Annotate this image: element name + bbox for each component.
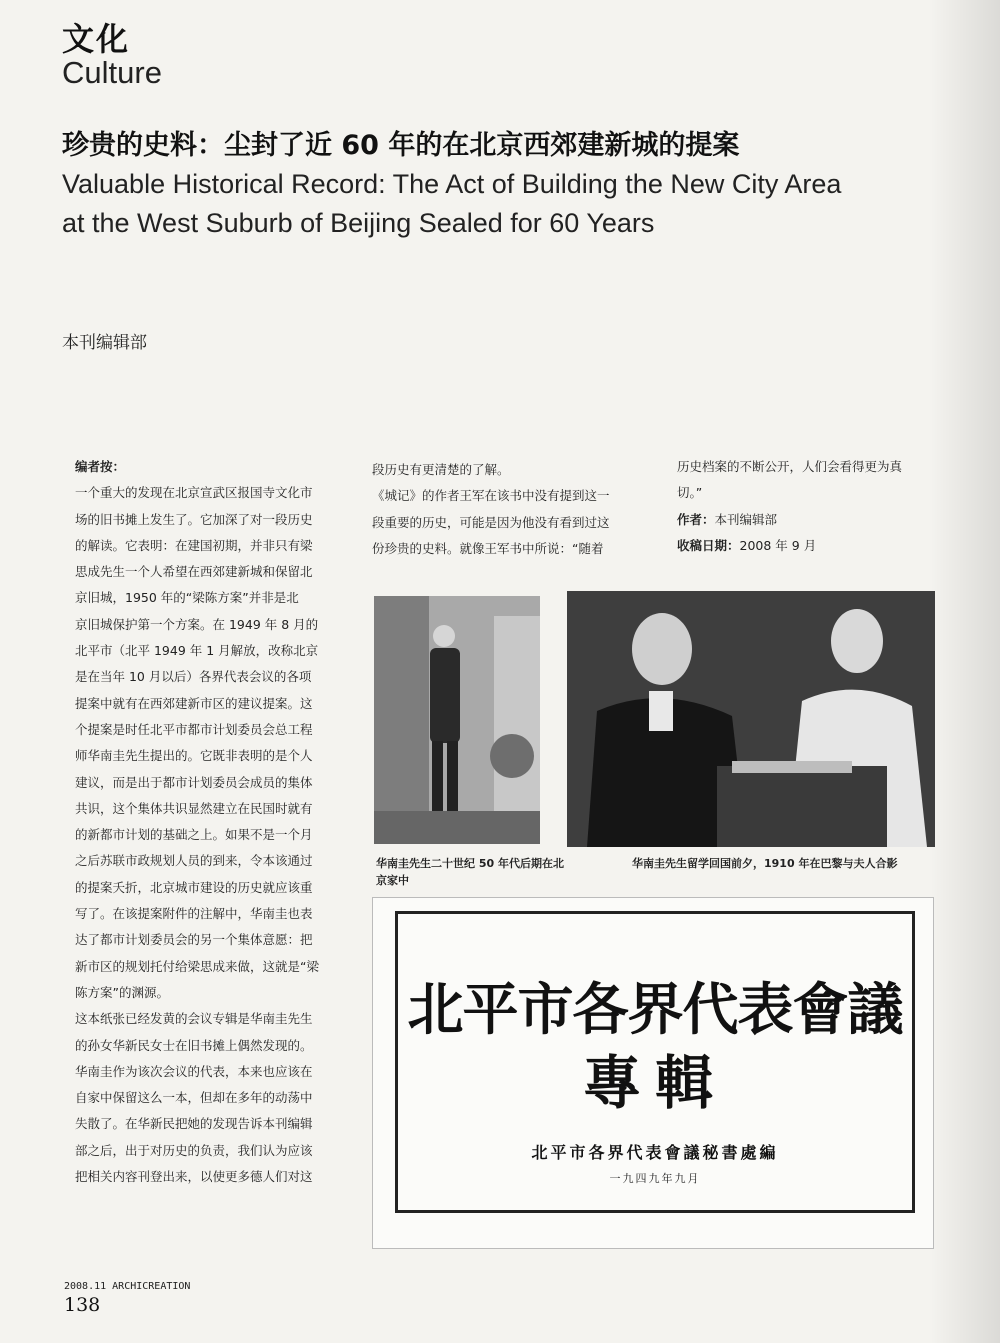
text-line: 段重要的历史，可能是因为他没有看到过这 bbox=[372, 514, 610, 530]
text-line: 共识，这个集体共识显然建立在民国时就有 bbox=[75, 800, 313, 816]
text-line: 陈方案”的渊源。 bbox=[75, 984, 169, 1000]
editor-note-label: 编者按： bbox=[75, 459, 126, 474]
text-line: 京旧城保护第一个方案。在 1949 年 8 月的 bbox=[75, 616, 319, 632]
photo-caption-2: 华南圭先生留学回国前夕，1910 年在巴黎与夫人合影 bbox=[632, 857, 898, 870]
text-line: 写了。在该提案附件的注解中，华南圭也表 bbox=[75, 906, 313, 922]
cover-subtitle: 專輯 bbox=[582, 1049, 727, 1117]
body-column-3 bbox=[677, 454, 967, 559]
author-value: 本刊编辑部 bbox=[714, 511, 778, 527]
article-title-en-line1: Valuable Historical Record: The Act of Building the New City Area bbox=[62, 169, 842, 199]
cover-publisher: 北平市各界代表會議秘書處編 bbox=[531, 1143, 779, 1162]
text-line: 之后苏联市政规划人员的到来，令本该通过 bbox=[75, 853, 313, 869]
text-line: 提案中就有在西郊建新市区的建议提案。这 bbox=[75, 695, 313, 711]
photo-hua-nangui-at-home bbox=[374, 596, 540, 844]
text-line: 场的旧书摊上发生了。它加深了对一段历史 bbox=[75, 511, 313, 527]
article-title-cn: 珍贵的史料：尘封了近 60 年的在北京西郊建新城的提案 bbox=[62, 130, 740, 161]
text-line: 把相关内容刊登出来，以使更多德人们对这 bbox=[75, 1169, 313, 1185]
text-line: 北平市（北平 1949 年 1 月解放，改称北京 bbox=[75, 643, 319, 659]
text-line: 思成先生一个人希望在西郊建新城和保留北 bbox=[75, 564, 313, 580]
photo-caption-1: 华南圭先生二十世纪 50 年代后期在北京家中 bbox=[376, 857, 564, 887]
body-column-1 bbox=[75, 454, 365, 1190]
text-line: 失散了。在华新民把她的发现告诉本刊编辑 bbox=[75, 1116, 313, 1132]
section-title-cn: 文化 bbox=[62, 20, 131, 58]
text-line: 的孙女华新民女士在旧书摊上偶然发现的。 bbox=[75, 1037, 313, 1053]
text-line: 的提案夭折，北京城市建设的历史就应该重 bbox=[75, 879, 313, 895]
text-line: 自家中保留这么一本，但却在多年的动荡中 bbox=[75, 1090, 313, 1106]
article-title-en-line2: at the West Suburb of Beijing Sealed for 60 Years bbox=[62, 208, 655, 238]
text-line: 的新都市计划的基础之上。如果不是一个月 bbox=[75, 827, 313, 843]
text-line: 段历史有更清楚的了解。 bbox=[372, 462, 510, 477]
text-line: 师华南圭先生提出的。它既非表明的是个人 bbox=[75, 748, 313, 764]
text-line: 京旧城，1950 年的“梁陈方案”并非是北 bbox=[75, 590, 299, 606]
text-line: 华南圭作为该次会议的代表，本来也应该在 bbox=[75, 1063, 313, 1079]
footer-issue: 2008.11 ARCHICREATION bbox=[64, 1281, 191, 1292]
body-column-2 bbox=[372, 457, 662, 562]
text-line: 切。” bbox=[677, 485, 703, 501]
photo-hua-nangui-with-wife bbox=[567, 591, 935, 847]
byline: 本刊编辑部 bbox=[62, 333, 147, 353]
text-line: 新市区的规划托付给梁思成来做，这就是“梁 bbox=[75, 958, 319, 974]
text-line: 建议，而是出于都市计划委员会成员的集体 bbox=[75, 774, 313, 790]
author-line bbox=[677, 507, 967, 533]
conference-book-cover bbox=[372, 897, 934, 1249]
received-date-value: 2008 年 9 月 bbox=[739, 537, 817, 553]
text-line: 一个重大的发现在北京宣武区报国寺文化市 bbox=[75, 485, 313, 501]
text-line: 部之后，出于对历史的负责，我们认为应该 bbox=[75, 1142, 313, 1158]
text-line: 这本纸张已经发黄的会议专辑是华南圭先生 bbox=[75, 1011, 313, 1027]
text-line: 《城记》的作者王军在该书中没有提到这一 bbox=[372, 488, 610, 504]
cover-date: 一九四九年九月 bbox=[609, 1172, 701, 1185]
page-number: 138 bbox=[64, 1294, 101, 1316]
text-line: 历史档案的不断公开，人们会看得更为真 bbox=[677, 459, 903, 474]
author-label: 作者： bbox=[677, 511, 715, 527]
article-title-en bbox=[62, 165, 962, 243]
text-line: 达了都市计划委员会的另一个集体意愿：把 bbox=[75, 932, 313, 948]
text-line: 的解读。它表明：在建国初期，并非只有梁 bbox=[75, 537, 313, 553]
text-line: 份珍贵的史料。就像王军书中所说：“随着 bbox=[372, 540, 604, 556]
received-date-line bbox=[677, 533, 967, 559]
cover-frame bbox=[395, 911, 915, 1213]
section-title-en: Culture bbox=[62, 55, 162, 90]
received-date-label: 收稿日期： bbox=[677, 537, 740, 553]
text-line: 是在当年 10 月以后）各界代表会议的各项 bbox=[75, 669, 312, 685]
text-line: 个提案是时任北平市都市计划委员会总工程 bbox=[75, 721, 313, 737]
cover-title: 北平市各界代表會議 bbox=[407, 977, 903, 1043]
